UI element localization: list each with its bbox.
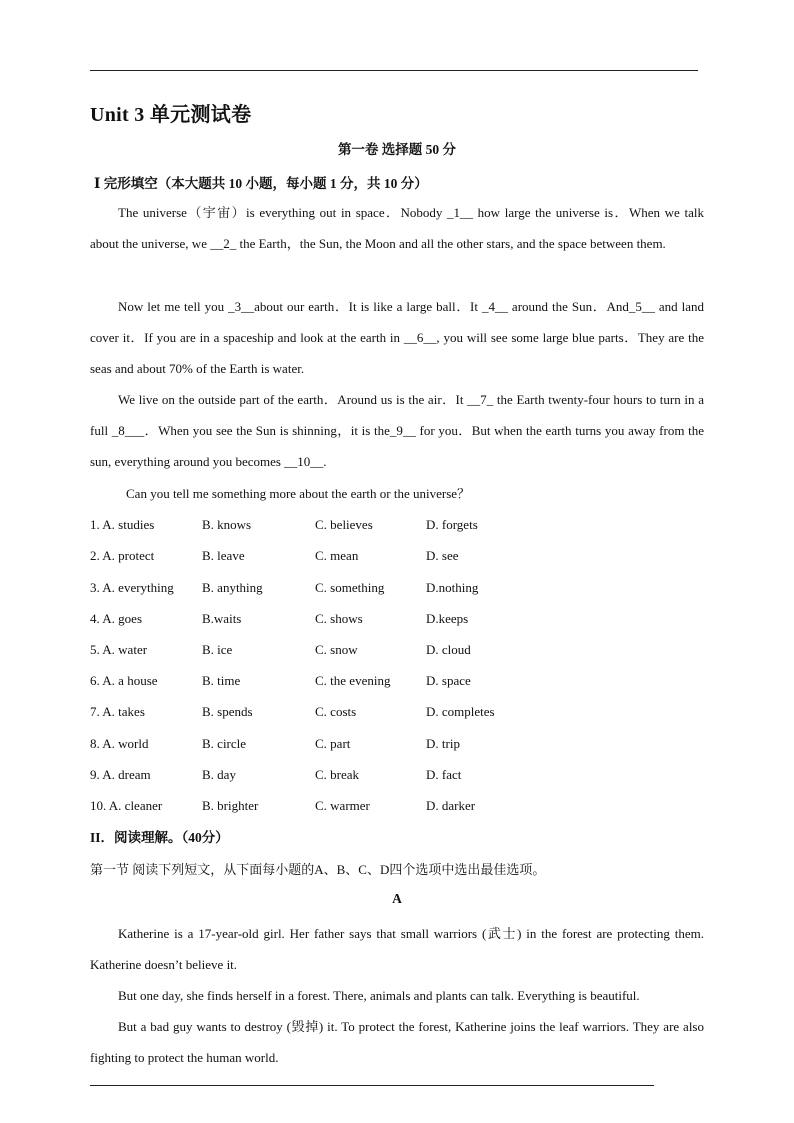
option-d: D. forgets	[426, 517, 478, 532]
option-d: D. space	[426, 673, 471, 688]
unit-title: Unit 3 单元测试卷	[90, 104, 252, 126]
reading-paragraph: But one day, she finds herself in a forest. There, animals and plants can talk. Everything is beautiful.	[118, 988, 640, 1003]
option-a: 9. A. dream	[90, 767, 151, 782]
option-b: B. knows	[202, 517, 252, 532]
footer-rule	[90, 1085, 654, 1086]
option-c: C. shows	[315, 611, 363, 626]
option-c: C. something	[315, 580, 385, 595]
reading-heading: II．阅读理解。（40分）	[90, 830, 229, 845]
option-c: C. break	[315, 767, 360, 782]
option-c: C. believes	[315, 517, 373, 532]
reading-paragraph: Katherine is a 17-year-old girl. Her father says that small warriors (武士) in the forest are protecting them. Katherine doesn’t believe it.	[90, 926, 704, 973]
passage-label: A	[392, 891, 402, 906]
option-c: C. mean	[315, 548, 359, 563]
option-d: D. cloud	[426, 642, 471, 657]
option-a: 1. A. studies	[90, 517, 155, 532]
cloze-paragraph: We live on the outside part of the earth．Around us is the air．It __7_ the Earth twenty-four hours to turn in a full _8___．When you see the Sun is shinning，it is the_9__ for you．But when the earth turns you away from the sun, everything around you becomes __10__.	[90, 392, 704, 470]
option-c: C. warmer	[315, 798, 370, 813]
option-a: 10. A. cleaner	[90, 798, 163, 813]
cloze-question: Can you tell me something more about the earth or the universe？	[126, 486, 471, 501]
option-a: 6. A. a house	[90, 673, 158, 688]
option-c: C. costs	[315, 704, 357, 719]
part-title: 第一卷 选择题 50 分	[337, 142, 457, 157]
option-a: 7. A. takes	[90, 704, 145, 719]
option-b: B. spends	[202, 704, 253, 719]
header-rule	[90, 70, 698, 71]
option-a: 2. A. protect	[90, 548, 155, 563]
option-d: D. see	[426, 548, 459, 563]
cloze-heading: Ⅰ 完形填空（本大题共 10 小题，每小题 1 分，共 10 分）	[94, 176, 428, 191]
option-a: 5. A. water	[90, 642, 148, 657]
cloze-paragraph: Now let me tell you _3__about our earth．It is like a large ball．It _4__ around the Sun．And_5__ and land cover it．If you are in a spaceship and look at the earth in __6__, you will see some large blue parts．They are the seas and about 70% of the Earth is water.	[90, 299, 704, 377]
cloze-paragraph: The universe（宇宙）is everything out in space．Nobody _1__ how large the universe is．When we talk about the universe, we __2_ the Earth，the Sun, the Moon and all the other stars, and the space between them.	[90, 205, 704, 252]
reading-paragraph: But a bad guy wants to destroy (毁掉) it. To protect the forest, Katherine joins the leaf warriors. They are also fighting to protect the human world.	[90, 1019, 704, 1066]
option-b: B. brighter	[202, 798, 259, 813]
option-b: B. circle	[202, 736, 247, 751]
option-b: B. time	[202, 673, 241, 688]
option-c: C. part	[315, 736, 351, 751]
option-d: D.nothing	[426, 580, 479, 595]
option-b: B. leave	[202, 548, 245, 563]
option-b: B. day	[202, 767, 236, 782]
option-b: B. ice	[202, 642, 233, 657]
option-d: D.keeps	[426, 611, 469, 626]
option-d: D. trip	[426, 736, 460, 751]
option-a: 3. A. everything	[90, 580, 174, 595]
option-b: B.waits	[202, 611, 242, 626]
option-c: C. snow	[315, 642, 358, 657]
reading-instruction: 第一节 阅读下列短文，从下面每小题的A、B、C、D四个选项中选出最佳选项。	[90, 862, 546, 877]
option-c: C. the evening	[315, 673, 391, 688]
option-a: 8. A. world	[90, 736, 149, 751]
option-d: D. darker	[426, 798, 476, 813]
option-d: D. fact	[426, 767, 462, 782]
option-a: 4. A. goes	[90, 611, 142, 626]
option-b: B. anything	[202, 580, 263, 595]
option-d: D. completes	[426, 704, 495, 719]
